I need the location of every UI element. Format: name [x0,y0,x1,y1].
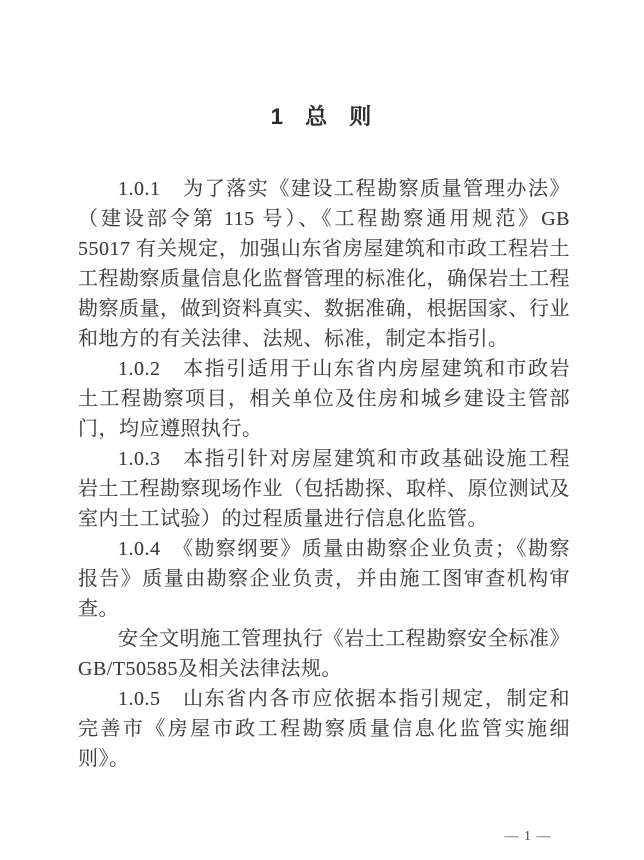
paragraph-1-0-2: 1.0.2 本指引适用于山东省内房屋建筑和市政岩土工程勘察项目，相关单位及住房和城乡建设主管部门，均应遵照执行。 [78,358,570,440]
document-body [78,174,570,774]
paragraph-safety-management: 安全文明施工管理执行《岩土工程勘察安全标准》GB/T50585及相关法律法规。 [78,628,570,680]
page-number: — 1 — [504,829,552,844]
paragraph-1-0-4: 1.0.4 《勘察纲要》质量由勘察企业负责；《勘察报告》质量由勘察企业负责，并由施工图审查机构审查。 [78,538,570,620]
paragraph-1-0-3: 1.0.3 本指引针对房屋建筑和市政基础设施工程岩土工程勘察现场作业（包括勘探、取样、原位测试及室内土工试验）的过程质量进行信息化监管。 [78,448,570,530]
paragraph-1-0-5: 1.0.5 山东省内各市应依据本指引规定，制定和完善市《房屋市政工程勘察质量信息化监管实施细则》。 [78,688,570,770]
paragraph-1-0-1: 1.0.1 为了落实《建设工程勘察质量管理办法》（建设部令第 115 号）、《工程勘察通用规范》GB 55017 有关规定，加强山东省房屋建筑和市政工程岩土工程勘察质量信息化监督管理的标准化，确保岩土工程勘察质量，做到资料真实、数据准确，根据国家、行业和地方的有关法律、法规、标准，制定本指引。 [78,178,570,350]
section-title: 1 总 则 [270,104,374,129]
